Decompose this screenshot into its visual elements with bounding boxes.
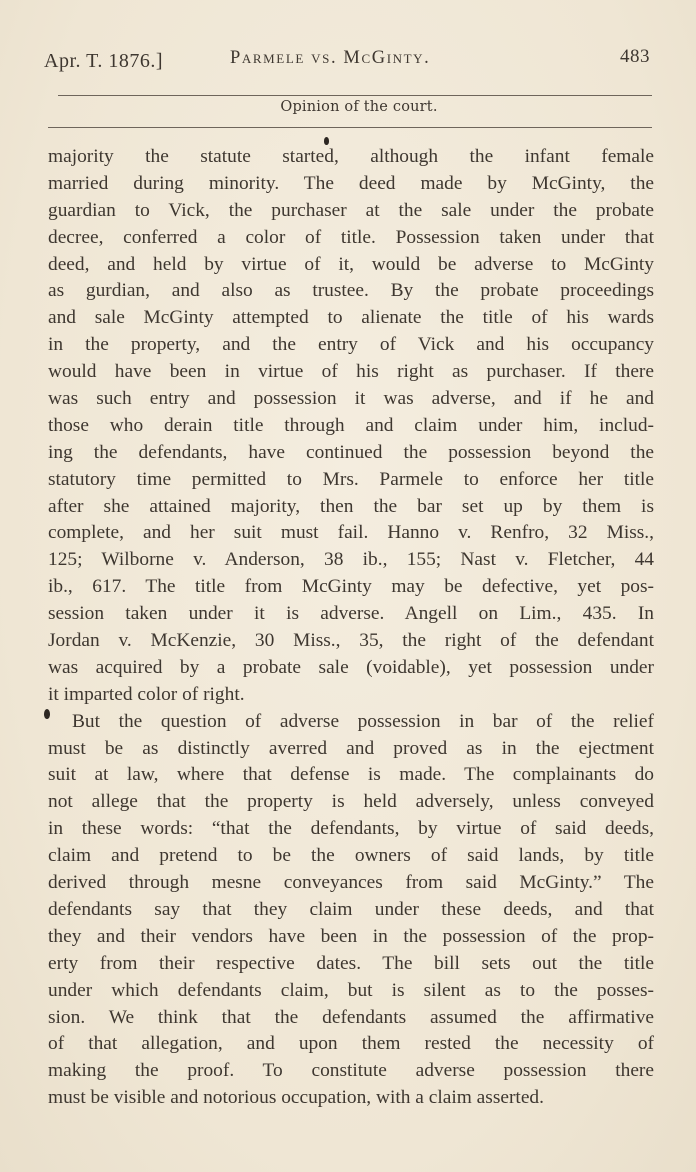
text-line: majority the statute started, although the infant female: [48, 146, 654, 167]
text-line: married during minority. The deed made by McGinty, the: [48, 172, 654, 194]
text-line: deed, and held by virtue of it, would be adverse to McGinty: [48, 253, 654, 275]
text-line: after she attained majority, then the bar set up by them is: [48, 495, 654, 517]
text-line: ib., 617. The title from McGinty may be defective, yet pos-: [48, 576, 654, 598]
text-line: making the proof. To constitute adverse possession there: [48, 1060, 654, 1082]
term-date: Apr. T. 1876.]: [44, 50, 164, 72]
bottom-rule: [48, 127, 652, 128]
text-line: session taken under it is adverse. Angell on Lim., 435. In: [48, 603, 654, 625]
text-line: they and their vendors have been in the possession of the prop-: [48, 925, 654, 947]
text-line: and sale McGinty attempted to alienate the title of his wards: [48, 307, 654, 329]
text-line: claim and pretend to be the owners of said lands, by title: [48, 845, 654, 867]
text-line: 125; Wilborne v. Anderson, 38 ib., 155; Nast v. Fletcher, 44: [48, 549, 654, 571]
text-line: statutory time permitted to Mrs. Parmele to enforce her title: [48, 468, 654, 490]
text-line: guardian to Vick, the purchaser at the sale under the probate: [48, 199, 654, 221]
text-line: Jordan v. McKenzie, 30 Miss., 35, the right of the defendant: [48, 630, 654, 652]
text-line: in these words: “that the defendants, by virtue of said deeds,: [48, 818, 654, 840]
text-line: was such entry and possession it was adverse, and if he and: [48, 388, 654, 410]
text-line: as gurdian, and also as trustee. By the probate proceedings: [48, 280, 654, 302]
opinion-text: [48, 144, 654, 1112]
text-line: in the property, and the entry of Vick and his occupancy: [48, 334, 654, 356]
text-line: was acquired by a probate sale (voidable), yet possession under: [48, 656, 654, 678]
text-line: would have been in virtue of his right as purchaser. If there: [48, 361, 654, 383]
text-line: erty from their respective dates. The bill sets out the title: [48, 952, 654, 974]
text-line: defendants say that they claim under these deeds, and that: [48, 898, 654, 920]
text-line: decree, conferred a color of title. Possession taken under that: [48, 226, 654, 248]
text-line: complete, and her suit must fail. Hanno v. Renfro, 32 Miss.,: [48, 522, 654, 544]
page-number: 483: [620, 46, 650, 67]
section-subheading: Opinion of the court.: [280, 99, 438, 115]
text-line: But the question of adverse possession in bar of the relief: [72, 710, 654, 732]
text-line: under which defendants claim, but is silent as to the posses-: [48, 979, 654, 1001]
text-line: those who derain title through and claim under him, includ-: [48, 414, 654, 436]
text-line: suit at law, where that defense is made. The complainants do: [48, 764, 654, 786]
text-line: it imparted color of right.: [48, 683, 245, 705]
text-line: must be as distinctly averred and proved as in the ejectment: [48, 737, 654, 759]
text-line: ing the defendants, have continued the possession beyond the: [48, 441, 654, 463]
text-line: sion. We think that the defendants assumed the affirmative: [48, 1006, 654, 1028]
top-rule: [58, 95, 652, 96]
text-line: must be visible and notorious occupation, with a claim asserted.: [48, 1087, 544, 1109]
running-head: [44, 44, 654, 76]
text-line: of that allegation, and upon them rested the necessity of: [48, 1033, 654, 1055]
case-title: Parmele vs. McGinty.: [230, 48, 431, 68]
text-line: not allege that the property is held adversely, unless conveyed: [48, 791, 654, 813]
text-line: derived through mesne conveyances from said McGinty.” The: [48, 872, 654, 894]
